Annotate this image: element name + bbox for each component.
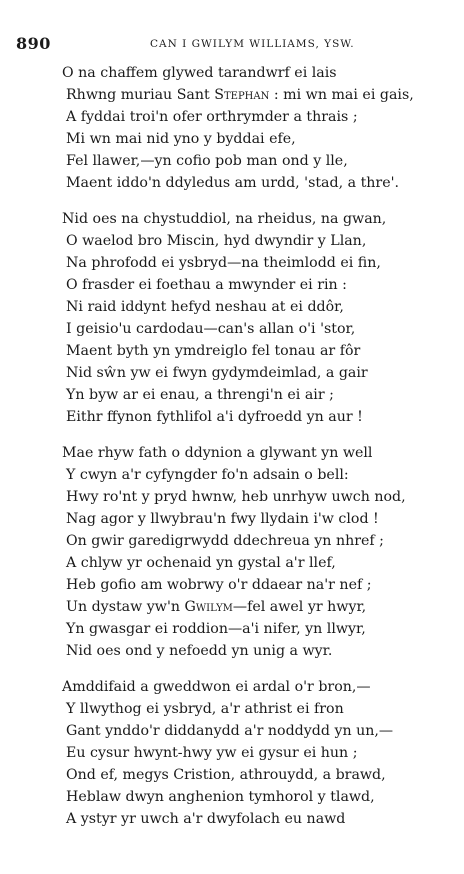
line-text: Heb gofio am wobrwy o'r ddaear na'r nef ; <box>66 577 372 593</box>
small-caps-name: Gwilym <box>184 599 233 615</box>
poem-line <box>0 150 464 172</box>
poem-line <box>0 464 464 486</box>
line-text: Ond ef, megys Cristion, athrouydd, a brawd, <box>66 767 386 783</box>
poem-line <box>0 508 464 530</box>
poem-line <box>0 296 464 318</box>
line-text: Amddifaid a gweddwon ei ardal o'r bron,— <box>62 679 371 695</box>
poem-body <box>0 62 464 844</box>
poem-line <box>0 530 464 552</box>
line-text: O na chaffem glywed tarandwrf ei lais <box>62 65 337 81</box>
poem-line <box>0 574 464 596</box>
poem-line <box>0 698 464 720</box>
line-text: A chlyw yr ochenaid yn gystal a'r llef, <box>66 555 336 571</box>
line-text: A ystyr yr uwch a'r dwyfolach eu nawd <box>66 811 346 827</box>
line-text: Y cwyn a'r cyfyngder fo'n adsain o bell: <box>66 467 349 483</box>
line-text: Maent byth yn ymdreiglo fel tonau ar fôr <box>66 343 361 359</box>
page-header <box>0 34 464 56</box>
poem-line <box>0 406 464 428</box>
poem-line <box>0 786 464 808</box>
stanza <box>0 208 464 428</box>
line-text: —fel awel yr hwyr, <box>232 599 367 615</box>
line-text: Nid oes na chystuddiol, na rheidus, na gwan, <box>62 211 387 227</box>
poem-line <box>0 252 464 274</box>
poem-line <box>0 764 464 786</box>
line-text: Mae rhyw fath o ddynion a glywant yn well <box>62 445 373 461</box>
poem-line <box>0 742 464 764</box>
line-text: Rhwng muriau Sant <box>66 87 215 103</box>
poem-line <box>0 596 464 618</box>
poem-line <box>0 362 464 384</box>
poem-line <box>0 618 464 640</box>
line-text: A fyddai troi'n ofer orthrymder a thrais ; <box>66 109 358 125</box>
poem-line <box>0 274 464 296</box>
line-text: O waelod bro Miscin, hyd dwyndir y Llan, <box>66 233 367 249</box>
line-text: Eithr ffynon fythlifol a'i dyfroedd yn aur ! <box>66 409 363 425</box>
stanza <box>0 442 464 662</box>
line-text: On gwir garedigrwydd ddechreua yn nhref ; <box>66 533 384 549</box>
poem-line <box>0 62 464 84</box>
line-text: Heblaw dwyn anghenion tymhorol y tlawd, <box>66 789 375 805</box>
poem-line <box>0 552 464 574</box>
line-text: Mi wn mai nid yno y byddai efe, <box>66 131 296 147</box>
line-text: Eu cysur hwynt-hwy yw ei gysur ei hun ; <box>66 745 358 761</box>
line-text: Fel llawer,—yn cofio pob man ond y lle, <box>66 153 348 169</box>
line-text: Nid oes ond y nefoedd yn unig a wyr. <box>66 643 333 659</box>
poem-line <box>0 106 464 128</box>
poem-line <box>0 208 464 230</box>
line-text: Un dystaw yw'n <box>66 599 185 615</box>
poem-line <box>0 676 464 698</box>
line-text: Yn gwasgar ei roddion—a'i nifer, yn llwyr, <box>66 621 366 637</box>
poem-line <box>0 720 464 742</box>
poem-line <box>0 318 464 340</box>
line-text: Maent iddo'n ddyledus am urdd, 'stad, a thre'. <box>66 175 400 191</box>
running-head: CAN I GWILYM WILLIAMS, YSW. <box>150 38 355 50</box>
line-text: Hwy ro'nt y pryd hwnw, heb unrhyw uwch nod, <box>66 489 406 505</box>
poem-line <box>0 384 464 406</box>
stanza <box>0 676 464 830</box>
line-text: Ni raid iddynt hefyd neshau at ei ddôr, <box>66 299 344 315</box>
line-text: Na phrofodd ei ysbryd—na theimlodd ei fin, <box>66 255 381 271</box>
line-text: : mi wn mai ei gais, <box>269 87 414 103</box>
poem-line <box>0 128 464 150</box>
poem-line <box>0 172 464 194</box>
poem-line <box>0 230 464 252</box>
line-text: Nag agor y llwybrau'n fwy llydain i'w clod ! <box>66 511 379 527</box>
poem-line <box>0 640 464 662</box>
line-text: O frasder ei foethau a mwynder ei rin : <box>66 277 347 293</box>
poem-line <box>0 84 464 106</box>
line-text: Gant ynddo'r diddanydd a'r noddydd yn un,— <box>66 723 394 739</box>
page-number: 890 <box>16 34 51 53</box>
line-text: I geisio'u cardodau—can's allan o'i 'stor, <box>66 321 356 337</box>
small-caps-name: Stephan <box>214 87 270 103</box>
poem-line <box>0 808 464 830</box>
line-text: Y llwythog ei ysbryd, a'r athrist ei fron <box>66 701 344 717</box>
line-text: Yn byw ar ei enau, a threngi'n ei air ; <box>66 387 334 403</box>
poem-line <box>0 442 464 464</box>
poem-line <box>0 486 464 508</box>
poem-line <box>0 340 464 362</box>
line-text: Nid sŵn yw ei fwyn gydymdeimlad, a gair <box>66 365 368 381</box>
stanza <box>0 62 464 194</box>
